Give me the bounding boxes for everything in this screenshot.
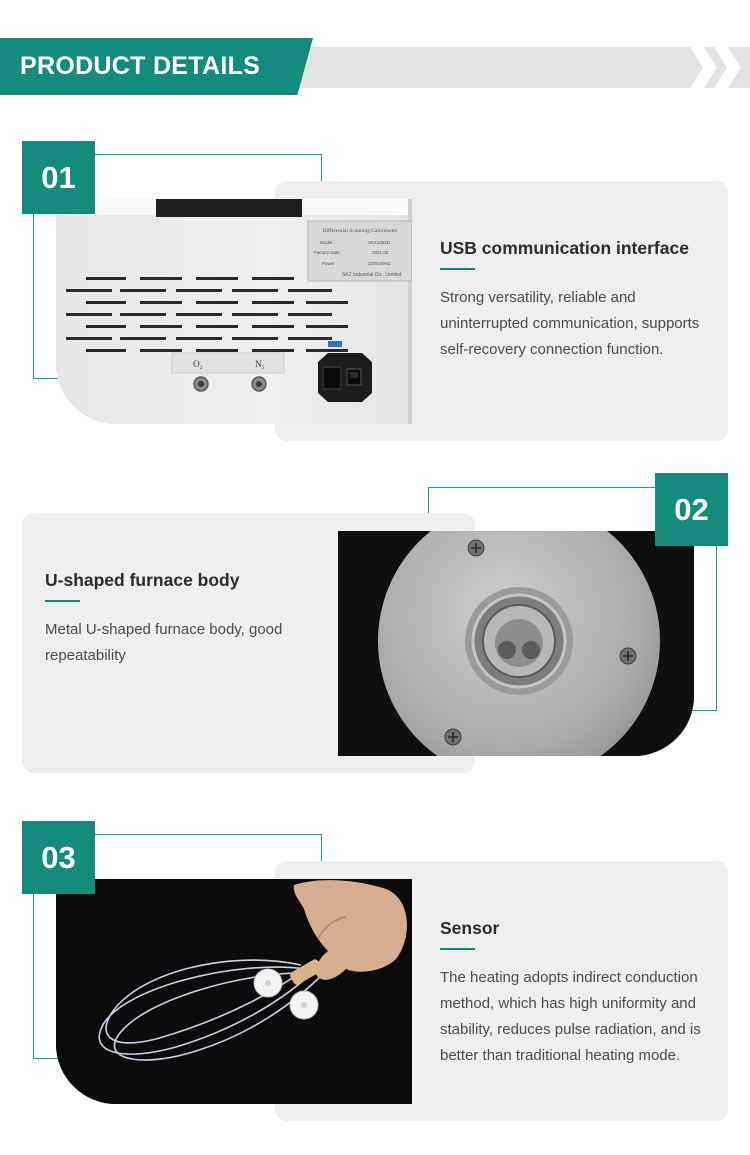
nameplate-title: Differential Scanning Calorimeter xyxy=(322,228,398,234)
page-title: PRODUCT DETAILS xyxy=(20,52,261,80)
nameplate-model-label: Model : xyxy=(320,240,335,245)
chevron-right-icon xyxy=(690,47,750,88)
feature-underline-01 xyxy=(440,268,475,270)
nameplate-date-label: Factory Date : xyxy=(314,250,343,255)
nameplate-model-value: SKZ1052D xyxy=(368,240,391,245)
nameplate-date-value: 2021.03 xyxy=(372,250,389,255)
feature-underline-03 xyxy=(440,948,475,950)
feature-underline-02 xyxy=(45,600,80,602)
feature-description-02: Metal U-shaped furnace body, good repeatability xyxy=(45,621,283,664)
header-stripe xyxy=(296,47,750,88)
o2-port-label: O₂ xyxy=(193,359,203,369)
feature-title-01: USB communication interface xyxy=(440,238,689,258)
nameplate-maker: SKZ Industrial Co., Limited xyxy=(342,272,402,278)
usb-interface-photo xyxy=(56,199,412,424)
feature-number-03: 03 xyxy=(22,821,95,894)
nameplate-power-label: Power : xyxy=(322,261,338,266)
furnace-photo xyxy=(338,531,694,756)
feature-number-02: 02 xyxy=(655,473,728,546)
feature-description-01: Strong versatility, reliable and uninterrupted communication, supports self-recovery connection function. xyxy=(440,289,700,358)
feature-number-01: 01 xyxy=(22,141,95,214)
feature-title-02: U-shaped furnace body xyxy=(45,570,240,590)
nameplate-power-value: 220V,50HZ xyxy=(368,261,391,266)
feature-title-03: Sensor xyxy=(440,918,500,938)
feature-description-03: The heating adopts indirect conduction method, which has high uniformity and stability, reduces pulse radiation, and is better than traditional heating mode. xyxy=(440,969,701,1064)
n2-port-label: N₂ xyxy=(255,359,265,369)
sensor-photo xyxy=(56,879,412,1104)
